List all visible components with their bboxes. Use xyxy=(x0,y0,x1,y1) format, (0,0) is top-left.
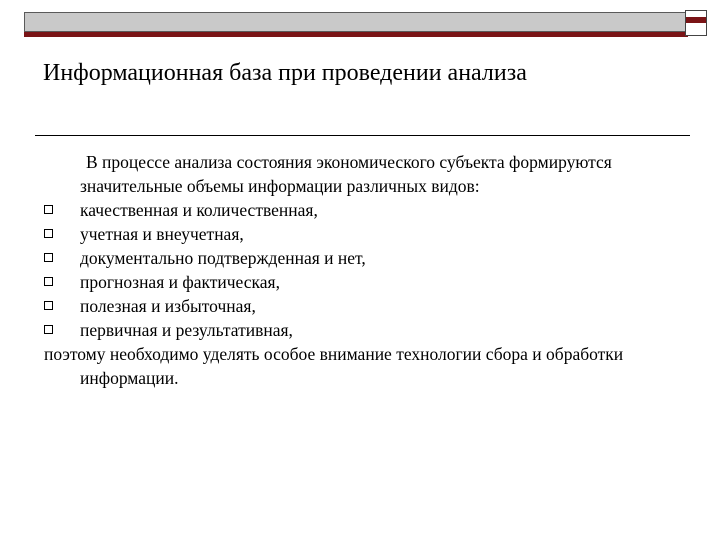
hollow-square-bullet-icon xyxy=(44,301,53,310)
list-item xyxy=(44,318,694,342)
list-item xyxy=(44,294,694,318)
bullet-list xyxy=(44,198,694,342)
list-item xyxy=(44,270,694,294)
intro-paragraph: В процессе анализа состояния экономического субъекта формируются значительные объемы информации различных видов: xyxy=(80,152,612,196)
bullet-text: документально подтвержденная и нет, xyxy=(80,248,366,268)
hollow-square-bullet-icon xyxy=(44,325,53,334)
hollow-square-bullet-icon xyxy=(44,253,53,262)
slide-body xyxy=(44,150,694,390)
corner-decoration-icon xyxy=(685,10,707,36)
slide-title: Информационная база при проведении анализа xyxy=(43,60,527,86)
title-divider xyxy=(35,135,690,136)
header-gray-bar xyxy=(24,12,688,32)
header-red-bar xyxy=(24,32,688,37)
outro-paragraph: поэтому необходимо уделять особое внимание технологии сбора и обработки информации. xyxy=(44,344,624,388)
bullet-text: полезная и избыточная, xyxy=(80,296,256,316)
hollow-square-bullet-icon xyxy=(44,277,53,286)
list-item xyxy=(44,198,694,222)
corner-stripe xyxy=(686,17,706,23)
bullet-text: качественная и количественная, xyxy=(80,200,318,220)
hollow-square-bullet-icon xyxy=(44,205,53,214)
bullet-text: первичная и результативная, xyxy=(80,320,293,340)
bullet-text: прогнозная и фактическая, xyxy=(80,272,280,292)
list-item xyxy=(44,246,694,270)
list-item xyxy=(44,222,694,246)
bullet-text: учетная и внеучетная, xyxy=(80,224,244,244)
hollow-square-bullet-icon xyxy=(44,229,53,238)
